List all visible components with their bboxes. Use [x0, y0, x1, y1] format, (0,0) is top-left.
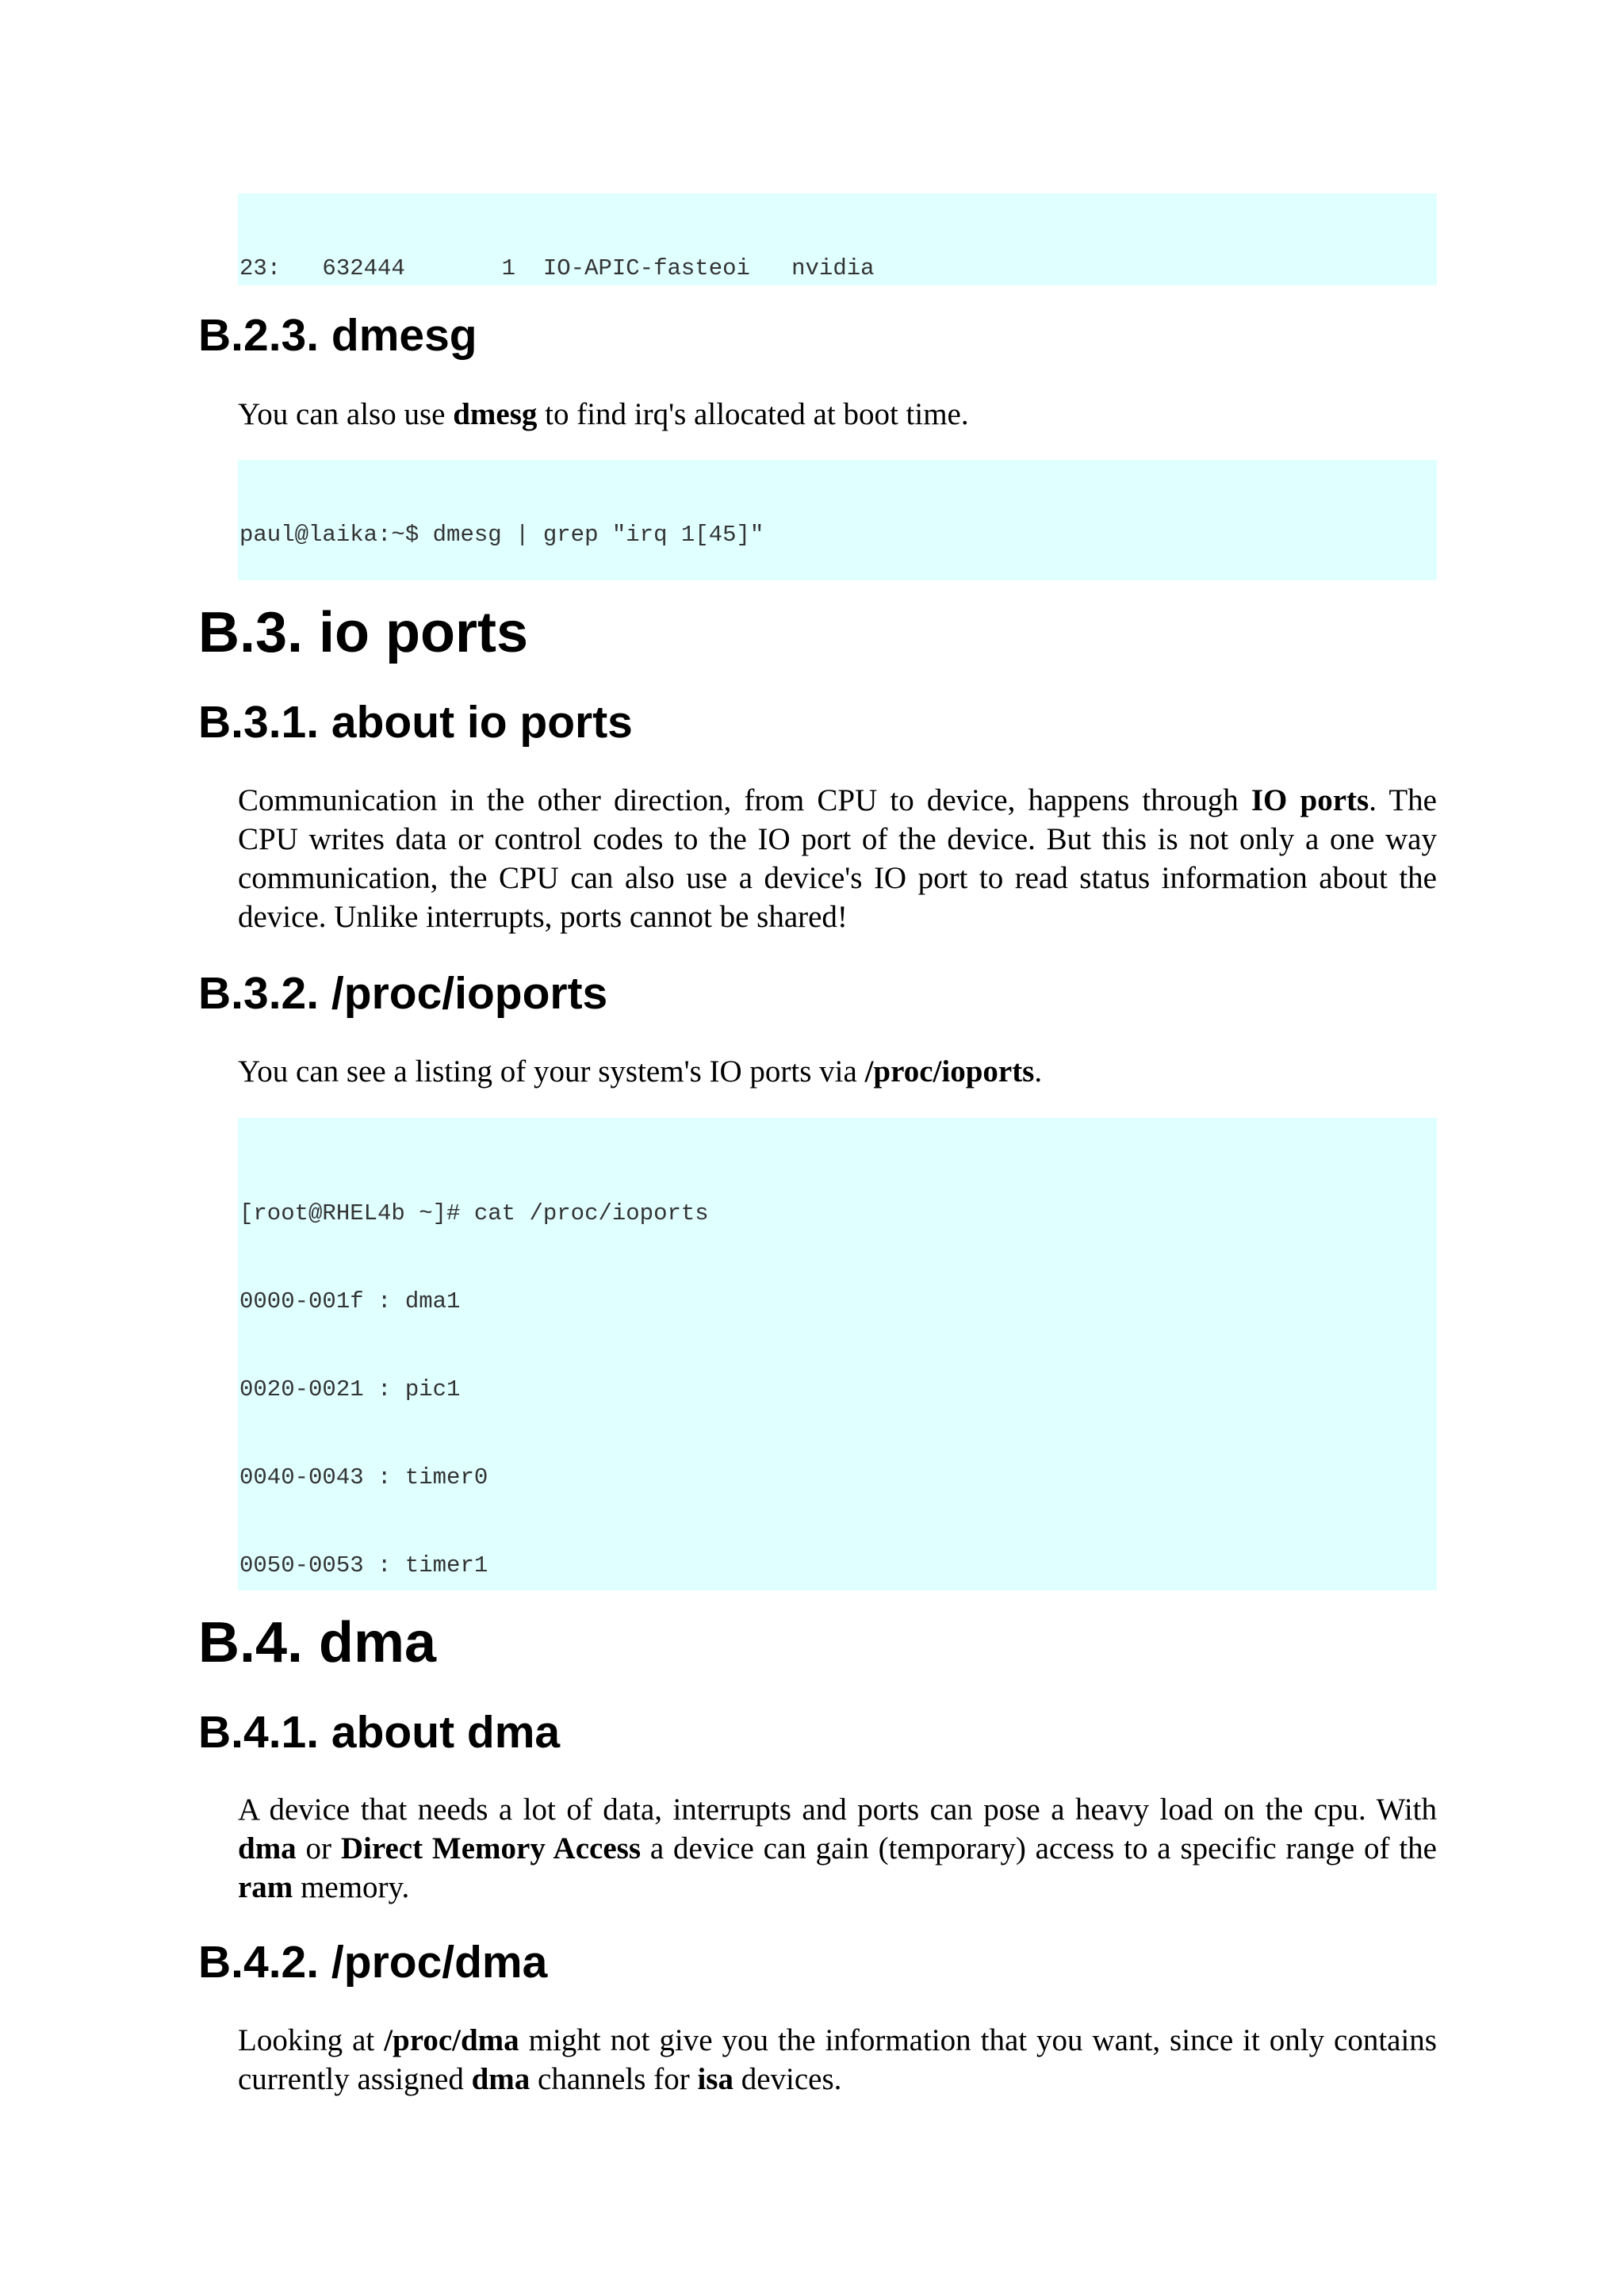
bold-term: ram: [238, 1870, 293, 1904]
paragraph-proc-ioports: You can see a listing of your system's IO ports via /proc/ioports.: [238, 1054, 1043, 1089]
code-block-ioports: [238, 1118, 1437, 1590]
bold-term: /proc/ioports: [864, 1054, 1035, 1089]
bold-term: dma: [238, 1831, 297, 1866]
bold-term: /proc/dma: [384, 2023, 519, 2057]
bold-term: dmesg: [453, 397, 538, 431]
code-line: [root@RHEL4b ~]# cat /proc/ioports: [239, 1200, 709, 1226]
code-line: 0040-0043 : timer0: [239, 1464, 488, 1490]
paragraph-about-dma: A device that needs a lot of data, interrupts and ports can pose a heavy load on the cpu. With dma or Direct Memory Access a device can gain (temporary) access to a specific range of the ram memory.: [238, 1793, 1437, 1904]
heading-b-4: B.4. dma: [198, 1611, 437, 1674]
code-block-interrupts-tail: [238, 193, 1437, 285]
code-line: 23: 632444 1 IO-APIC-fasteoi nvidia: [239, 255, 875, 281]
bold-term: isa: [697, 2062, 733, 2096]
heading-b-2-3: B.2.3. dmesg: [198, 310, 477, 361]
code-line: 0050-0053 : timer1: [239, 1552, 488, 1578]
heading-b-3: B.3. io ports: [198, 601, 529, 664]
bold-term: IO ports: [1251, 783, 1369, 817]
paragraph-proc-dma: Looking at /proc/dma might not give you the information that you want, since it only contains currently assigned dma channels for isa devices.: [238, 2023, 1437, 2096]
heading-b-4-2: B.4.2. /proc/dma: [198, 1937, 548, 1988]
paragraph-dmesg: You can also use dmesg to find irq's allocated at boot time.: [238, 397, 969, 431]
bold-term: Direct Memory Access: [340, 1831, 641, 1866]
code-line: paul@laika:~$ dmesg | grep "irq 1[45]": [239, 522, 764, 548]
heading-b-4-1: B.4.1. about dma: [198, 1707, 561, 1758]
heading-b-3-1: B.3.1. about io ports: [198, 697, 633, 748]
bold-term: dma: [471, 2062, 530, 2096]
heading-b-3-2: B.3.2. /proc/ioports: [198, 968, 608, 1019]
paragraph-about-io-ports: Communication in the other direction, from CPU to device, happens through IO ports. The CPU writes data or control codes to the IO port of the device. But this is not only a one way communication, the CPU can also use a device's IO port to read status information about the device. Unlike interrupts, ports cannot be shared!: [238, 783, 1437, 934]
code-line: 0000-001f : dma1: [239, 1288, 461, 1314]
code-block-dmesg: [238, 460, 1437, 580]
code-line: 0020-0021 : pic1: [239, 1376, 461, 1402]
